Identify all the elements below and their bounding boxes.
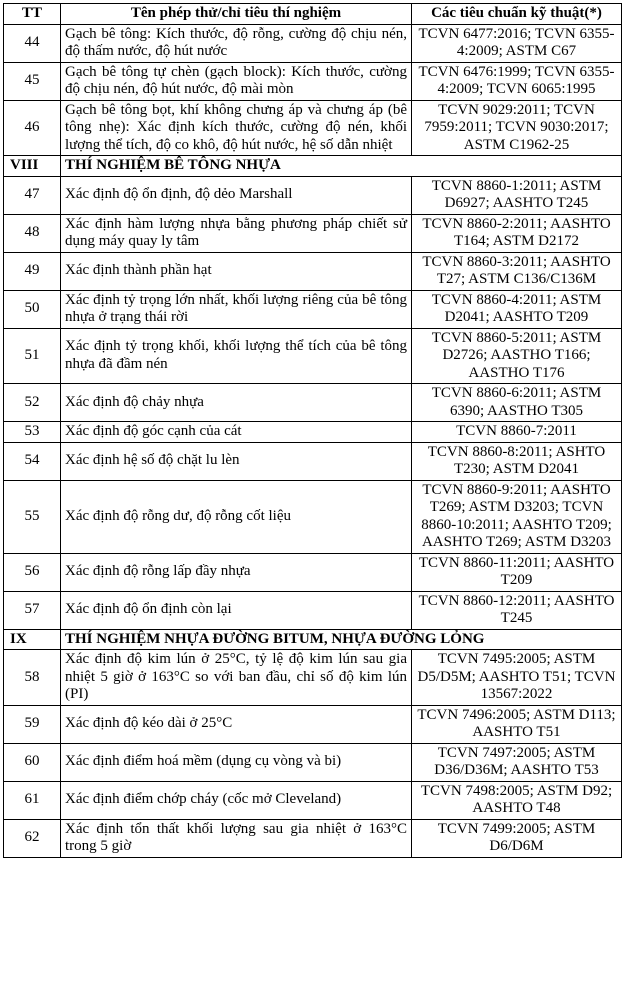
table-row — [4, 819, 622, 857]
test-name: Xác định tỷ trọng khối, khối lượng thể tích của bê tông nhựa đã đầm nén — [61, 328, 412, 384]
table-row — [4, 328, 622, 384]
row-number: 46 — [4, 100, 61, 156]
section-number: IX — [4, 629, 61, 650]
row-number: 48 — [4, 214, 61, 252]
table-row — [4, 290, 622, 328]
test-name: Gạch bê tông tự chèn (gạch block): Kích thước, cường độ chịu nén, độ hút nước, độ mài mòn — [61, 62, 412, 100]
test-name: Xác định độ ổn định còn lại — [61, 591, 412, 629]
row-number: 52 — [4, 384, 61, 422]
test-name: Xác định độ rỗng dư, độ rỗng cốt liệu — [61, 480, 412, 553]
test-name: Xác định độ góc cạnh của cát — [61, 422, 412, 443]
row-number: 57 — [4, 591, 61, 629]
table-row — [4, 24, 622, 62]
table-row — [4, 553, 622, 591]
standards-cell: TCVN 8860-9:2011; AASHTO T269; ASTM D3203; TCVN 8860-10:2011; AASHTO T209; AASHTO T269; ASTM D3203 — [412, 480, 622, 553]
standards-cell: TCVN 8860-8:2011; ASHTO T230; ASTM D2041 — [412, 442, 622, 480]
row-number: 50 — [4, 290, 61, 328]
standards-cell: TCVN 7495:2005; ASTM D5/D5M; AASHTO T51; TCVN 13567:2022 — [412, 650, 622, 706]
row-number: 45 — [4, 62, 61, 100]
table-row — [4, 100, 622, 156]
row-number: 58 — [4, 650, 61, 706]
test-name: Xác định tổn thất khối lượng sau gia nhiệt ở 163°C trong 5 giờ — [61, 819, 412, 857]
section-header-row — [4, 156, 622, 177]
row-number: 53 — [4, 422, 61, 443]
table-row — [4, 214, 622, 252]
standards-cell: TCVN 8860-12:2011; AASHTO T245 — [412, 591, 622, 629]
standards-table — [3, 3, 622, 858]
table-row — [4, 781, 622, 819]
test-name: Xác định độ kim lún ở 25°C, tỷ lệ độ kim lún sau gia nhiệt 5 giờ ở 163°C so với ban đầu, chỉ số độ kim lún (PI) — [61, 650, 412, 706]
test-name: Xác định độ ổn định, độ dẻo Marshall — [61, 176, 412, 214]
table-row — [4, 384, 622, 422]
row-number: 61 — [4, 781, 61, 819]
table-row — [4, 442, 622, 480]
table-row — [4, 591, 622, 629]
standards-cell: TCVN 7497:2005; ASTM D36/D36M; AASHTO T53 — [412, 743, 622, 781]
row-number: 47 — [4, 176, 61, 214]
table-row — [4, 480, 622, 553]
row-number: 44 — [4, 24, 61, 62]
row-number: 55 — [4, 480, 61, 553]
table-row — [4, 62, 622, 100]
header-standards: Các tiêu chuẩn kỹ thuật(*) — [412, 4, 622, 25]
test-name: Xác định điểm hoá mềm (dụng cụ vòng và bi) — [61, 743, 412, 781]
test-name: Xác định độ rỗng lấp đầy nhựa — [61, 553, 412, 591]
standards-cell: TCVN 8860-3:2011; AASHTO T27; ASTM C136/C136M — [412, 252, 622, 290]
test-name: Xác định hàm lượng nhựa bằng phương pháp chiết sử dụng máy quay ly tâm — [61, 214, 412, 252]
table-row — [4, 252, 622, 290]
standards-cell: TCVN 8860-6:2011; ASTM 6390; AASTHO T305 — [412, 384, 622, 422]
row-number: 49 — [4, 252, 61, 290]
standards-cell: TCVN 6476:1999; TCVN 6355-4:2009; TCVN 6065:1995 — [412, 62, 622, 100]
test-name: Xác định điểm chớp cháy (cốc mở Cleveland) — [61, 781, 412, 819]
header-tt: TT — [4, 4, 61, 25]
table-row — [4, 650, 622, 706]
standards-cell: TCVN 8860-5:2011; ASTM D2726; AASTHO T166; AASTHO T176 — [412, 328, 622, 384]
test-name: Gạch bê tông bọt, khí không chưng áp và chưng áp (bê tông nhẹ): Xác định kích thước, cường độ nén, khối lượng thể tích, độ co khô, độ hút nước, hệ số dẫn nhiệt — [61, 100, 412, 156]
section-number: VIII — [4, 156, 61, 177]
standards-cell: TCVN 8860-2:2011; AASHTO T164; ASTM D2172 — [412, 214, 622, 252]
table-body — [4, 24, 622, 857]
row-number: 59 — [4, 705, 61, 743]
section-header-row — [4, 629, 622, 650]
standards-cell: TCVN 7499:2005; ASTM D6/D6M — [412, 819, 622, 857]
table-row — [4, 176, 622, 214]
test-name: Xác định độ kéo dài ở 25°C — [61, 705, 412, 743]
standards-cell: TCVN 8860-1:2011; ASTM D6927; AASHTO T245 — [412, 176, 622, 214]
test-name: Xác định độ chảy nhựa — [61, 384, 412, 422]
test-name: Gạch bê tông: Kích thước, độ rỗng, cường độ chịu nén, độ thấm nước, độ hút nước — [61, 24, 412, 62]
test-name: Xác định tỷ trọng lớn nhất, khối lượng riêng của bê tông nhựa ở trạng thái rời — [61, 290, 412, 328]
row-number: 60 — [4, 743, 61, 781]
table-row — [4, 705, 622, 743]
table-row — [4, 743, 622, 781]
section-title: THÍ NGHIỆM BÊ TÔNG NHỰA — [61, 156, 622, 177]
standards-cell: TCVN 8860-11:2011; AASHTO T209 — [412, 553, 622, 591]
standards-cell: TCVN 7498:2005; ASTM D92; AASHTO T48 — [412, 781, 622, 819]
table-header-row — [4, 4, 622, 25]
standards-cell: TCVN 6477:2016; TCVN 6355-4:2009; ASTM C67 — [412, 24, 622, 62]
row-number: 56 — [4, 553, 61, 591]
section-title: THÍ NGHIỆM NHỰA ĐƯỜNG BITUM, NHỰA ĐƯỜNG LỎNG — [61, 629, 622, 650]
standards-cell: TCVN 7496:2005; ASTM D113; AASHTO T51 — [412, 705, 622, 743]
header-test-name: Tên phép thử/chỉ tiêu thí nghiệm — [61, 4, 412, 25]
row-number: 54 — [4, 442, 61, 480]
standards-cell: TCVN 9029:2011; TCVN 7959:2011; TCVN 9030:2017; ASTM C1962-25 — [412, 100, 622, 156]
standards-cell: TCVN 8860-7:2011 — [412, 422, 622, 443]
table-row — [4, 422, 622, 443]
test-name: Xác định thành phần hạt — [61, 252, 412, 290]
test-name: Xác định hệ số độ chặt lu lèn — [61, 442, 412, 480]
standards-cell: TCVN 8860-4:2011; ASTM D2041; AASHTO T209 — [412, 290, 622, 328]
row-number: 62 — [4, 819, 61, 857]
row-number: 51 — [4, 328, 61, 384]
